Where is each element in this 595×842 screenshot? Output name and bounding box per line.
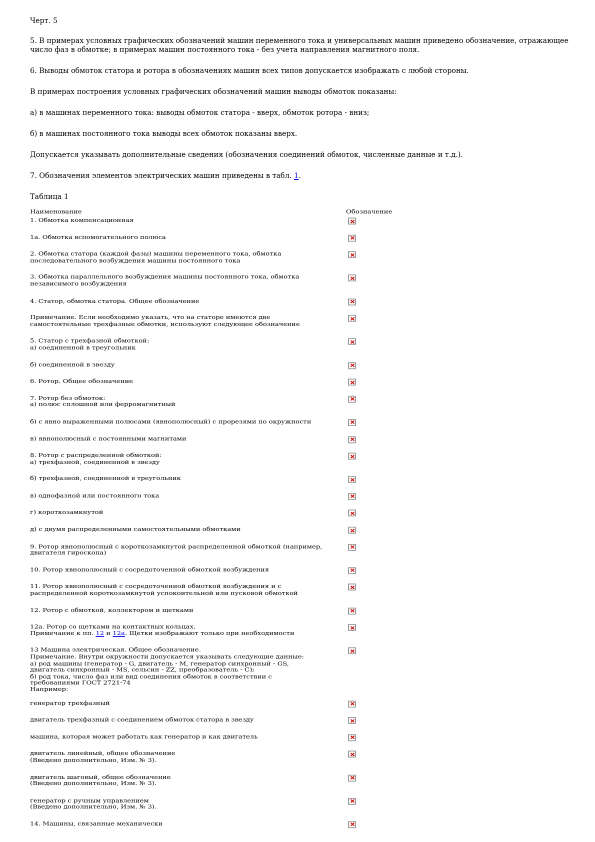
broken-image-icon <box>348 218 356 225</box>
broken-image-icon <box>348 607 356 614</box>
table-row <box>30 774 430 787</box>
broken-image-icon <box>348 821 356 828</box>
row-name: 3. Обмотка параллельного возбуждения машины постоянного тока, обмотка независимого возбуждения <box>30 273 300 288</box>
table-row <box>30 362 430 369</box>
broken-image-icon <box>348 476 356 483</box>
broken-image-icon <box>348 396 356 403</box>
broken-image-icon <box>348 700 356 707</box>
table-row <box>30 396 430 409</box>
table-row <box>30 493 430 500</box>
table-row <box>30 436 430 443</box>
symbol-cell <box>348 379 356 388</box>
table-row <box>30 734 430 741</box>
symbol-cell <box>348 338 356 347</box>
row-name: Примечание. Если необходимо указать, что на статоре имеются две самостоятельные трехфазные обмотки, используют следующее обозначение <box>30 314 300 328</box>
table-title: Таблица 1 <box>30 192 69 201</box>
table-row <box>30 234 430 241</box>
broken-image-icon <box>348 717 356 724</box>
table-row <box>30 567 430 574</box>
symbol-cell <box>348 218 356 227</box>
symbol-cell <box>348 798 356 807</box>
broken-image-icon <box>348 751 356 758</box>
paragraph-7 <box>30 171 570 180</box>
symbol-cell <box>348 821 356 830</box>
symbol-cell <box>348 275 356 284</box>
broken-image-icon <box>348 362 356 369</box>
row-name: в) однофазной или постоянного тока <box>30 492 160 500</box>
broken-image-icon <box>348 493 356 500</box>
symbol-cell <box>348 251 356 260</box>
table-row <box>30 648 430 694</box>
table-row <box>30 798 430 811</box>
symbol-cell <box>348 624 356 633</box>
table-row <box>30 298 430 305</box>
symbol-cell <box>348 298 356 307</box>
broken-image-icon <box>348 567 356 574</box>
symbol-cell <box>348 419 356 428</box>
symbol-cell <box>348 362 356 371</box>
broken-image-icon <box>348 544 356 551</box>
broken-image-icon <box>348 584 356 591</box>
symbol-cell <box>348 717 356 726</box>
row-name: 11. Ротор явнополюсный с сосредоточенной обмоткой возбуждения и с распределенной короткозамкнутой успокоительной или пусковой обмоткой <box>30 583 298 597</box>
table-row <box>30 218 430 225</box>
symbol-cell <box>348 700 356 709</box>
row-name: двигатель линейный, общее обозначение (Введено дополнительно, Изм. № 3). <box>30 750 176 764</box>
table-row <box>30 821 430 828</box>
symbol-cell <box>348 493 356 502</box>
row-name: 6. Ротор. Общее обозначение <box>30 377 134 385</box>
row-name-part: и <box>104 629 113 637</box>
broken-image-icon <box>348 624 356 631</box>
item-12-link[interactable]: 12 <box>95 629 105 637</box>
item-12a-link[interactable]: 12а <box>112 629 125 637</box>
symbol-cell <box>348 436 356 445</box>
row-name: б) с явно выраженными полюсами (явнополюсный) с прорезями по окружности <box>30 418 312 426</box>
symbol-cell <box>348 510 356 519</box>
row-name-part: . Щетки изображают только при необходимости <box>125 629 295 637</box>
symbol-cell <box>348 774 356 783</box>
table-row <box>30 275 430 288</box>
symbol-cell <box>348 476 356 485</box>
broken-image-icon <box>348 379 356 386</box>
table-row <box>30 379 430 386</box>
header-name: Наименование <box>30 208 82 216</box>
header-symbol: Обозначение <box>346 208 393 216</box>
symbol-cell <box>348 396 356 405</box>
row-name: 2. Обмотка статора (каждой фазы) машины переменного тока, обмотка последовательного возбуждения машины постоянного тока <box>30 250 282 264</box>
broken-image-icon <box>348 774 356 781</box>
row-name: 1. Обмотка компенсационная <box>30 216 134 224</box>
row-name <box>30 624 330 637</box>
row-name: б) соединенной в звезду <box>30 361 115 368</box>
table-row <box>30 584 430 597</box>
symbol-cell <box>348 607 356 616</box>
symbol-cell <box>348 453 356 462</box>
row-name: 4. Статор, обмотка статора. Общее обозначение <box>30 297 200 305</box>
row-name: 13 Машина электрическая. Общее обозначение. Примечание. Внутри окружности допускается указывать следующие данные: а) род машины (генератор - G, двигатель - M, генератор синхронный - GS, двигатель синхронный - MS, сельсин - ZZ, преобразователь - C); б) род тока, число фаз или вид соединения обмоток в соответствии с требованиями ГОСТ 2721-74 Например: <box>30 646 304 693</box>
table-row <box>30 607 430 614</box>
row-name: 1а. Обмотка вспомогательного полюса <box>30 233 166 241</box>
broken-image-icon <box>348 234 356 241</box>
row-name: генератор с ручным управлением (Введено дополнительно, Изм. № 3). <box>30 796 157 811</box>
paragraph-6: 6. Выводы обмоток статора и ротора в обозначениях машин всех типов допускается изображать с любой стороны. <box>30 66 469 75</box>
symbol-cell <box>348 648 356 657</box>
table-row <box>30 476 430 483</box>
row-name: в) явнополюсный с постоянными магнитами <box>30 435 187 442</box>
symbol-cell <box>348 567 356 576</box>
paragraph-7-text: 7. Обозначения элементов электрических машин приведены в табл. <box>30 171 294 180</box>
broken-image-icon <box>348 734 356 741</box>
broken-image-icon <box>348 436 356 443</box>
table-row <box>30 717 430 724</box>
broken-image-icon <box>348 315 356 322</box>
row-name-part: 12а. Ротор со щетками на контактных кольцах. Примечание к пп. <box>30 623 196 637</box>
symbol-cell <box>348 751 356 760</box>
document-body <box>30 16 570 212</box>
figure-caption: Черт. 5 <box>30 16 58 25</box>
broken-image-icon <box>348 453 356 460</box>
row-name: 8. Ротор с распределенной обмоткой: а) трехфазной, соединенной в звезду <box>30 451 162 466</box>
table-row <box>30 510 430 517</box>
broken-image-icon <box>348 798 356 805</box>
paragraph-7-end: . <box>298 171 301 180</box>
broken-image-icon <box>348 648 356 655</box>
row-name: 7. Ротор без обмоток: а) полюс сплошной или ферромагнитный <box>30 394 176 409</box>
broken-image-icon <box>348 527 356 534</box>
symbol-cell <box>348 584 356 593</box>
row-name: двигатель шаговый, общее обозначение (Введено дополнительно, Изм. № 3). <box>30 773 171 787</box>
row-name: генератор трехфазный <box>30 699 110 707</box>
symbol-cell <box>348 527 356 536</box>
row-name: 14. Машины, связанные механически <box>30 820 163 828</box>
row-name: г) короткозамкнутой <box>30 509 104 516</box>
table-row <box>30 453 430 466</box>
table-1-link[interactable]: 1 <box>294 171 299 180</box>
broken-image-icon <box>348 298 356 305</box>
table-row <box>30 338 430 351</box>
broken-image-icon <box>348 419 356 426</box>
row-name: машина, которая может работать как генератор и как двигатель <box>30 733 258 741</box>
table-row <box>30 751 430 764</box>
table-body <box>30 218 430 828</box>
symbol-cell <box>348 734 356 743</box>
row-name: б) трехфазной, соединенной в треугольник <box>30 475 181 483</box>
symbol-cell <box>348 234 356 243</box>
table-row <box>30 419 430 426</box>
broken-image-icon <box>348 275 356 282</box>
row-name: 10. Ротор явнополюсный с сосредоточенной обмоткой возбуждения <box>30 566 270 574</box>
paragraph-terminals-intro: В примерах построения условных графических обозначений машин выводы обмоток показаны: <box>30 87 397 96</box>
table-row <box>30 544 430 557</box>
table-row <box>30 700 430 707</box>
row-name: 9. Ротор явнополюсный с короткозамкнутой распределенной обмоткой (например, двигателя гироскопа) <box>30 542 323 557</box>
table-row <box>30 251 430 264</box>
paragraph-5: 5. В примерах условных графических обозначений машин переменного тока и универсальных машин приведено обозначение, отражающее число фаз в обмотке; в примерах машин постоянного тока - без учета направления магнитного поля. <box>30 36 569 54</box>
table-row <box>30 315 430 328</box>
paragraph-dc-machines: б) в машинах постоянного тока выводы всех обмоток показаны вверх. <box>30 129 298 138</box>
paragraph-ac-machines: а) в машинах переменного тока: выводы обмоток статора - вверх, обмоток ротора - вниз; <box>30 108 370 117</box>
symbols-table <box>30 209 430 838</box>
symbol-cell <box>348 544 356 553</box>
broken-image-icon <box>348 251 356 258</box>
paragraph-additional-info: Допускается указывать дополнительные сведения (обозначения соединений обмоток, численные данные и т.д.). <box>30 150 463 159</box>
table-row <box>30 624 430 637</box>
row-name: д) с двумя распределенными самостоятельными обмотками <box>30 525 241 533</box>
row-name: двигатель трехфазный с соединением обмоток статора в звезду <box>30 716 254 724</box>
row-name: 12. Ротор с обмоткой, коллектором и щетками <box>30 606 194 614</box>
symbol-cell <box>348 315 356 324</box>
broken-image-icon <box>348 510 356 517</box>
table-row <box>30 527 430 534</box>
broken-image-icon <box>348 338 356 345</box>
row-name: 5. Статор с трехфазной обмоткой: а) соединенной в треугольник <box>30 337 150 352</box>
